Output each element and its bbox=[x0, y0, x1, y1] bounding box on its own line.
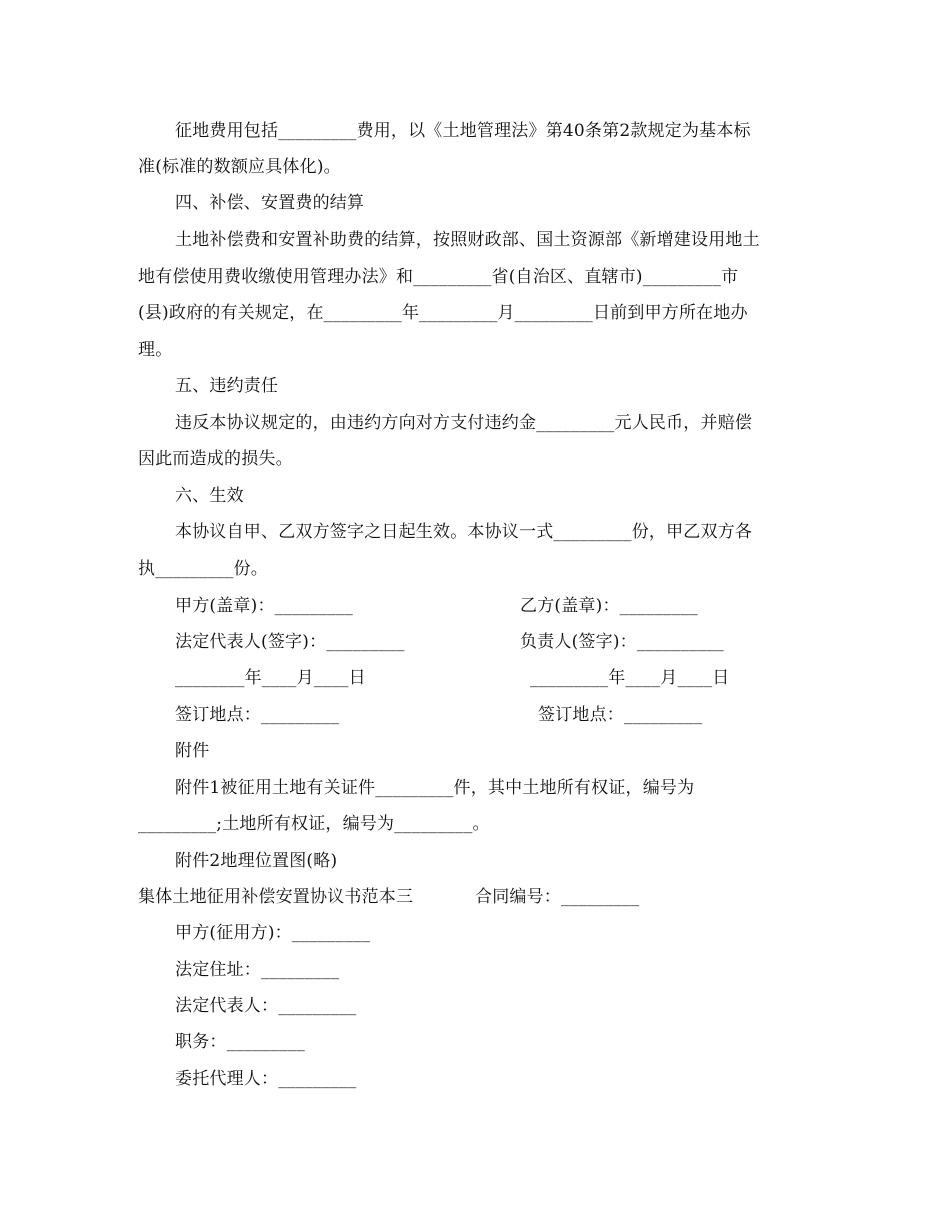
section6-heading: 六、生效 bbox=[175, 486, 244, 506]
p2-line3: (县)政府的有关规定，在_________年_________月_________日前到甲方所在地办 bbox=[138, 303, 748, 323]
p2-line4: 理。 bbox=[138, 340, 173, 360]
authorized-agent: 委托代理人：_________ bbox=[175, 1069, 357, 1089]
p4-line2: 执_________份。 bbox=[138, 559, 268, 579]
p3-line1: 违反本协议规定的，由违约方向对方支付违约金_________元人民币，并赔偿 bbox=[175, 413, 753, 433]
sample3-title: 集体土地征用补偿安置协议书范本三 bbox=[138, 887, 414, 907]
attachment2: 附件2地理位置图(略) bbox=[175, 851, 338, 871]
legal-representative: 法定代表人：_________ bbox=[175, 996, 357, 1016]
contract-number: 合同编号：_________ bbox=[475, 887, 640, 907]
p2-line1: 土地补偿费和安置补助费的结算，按照财政部、国土资源部《新增建设用地土 bbox=[175, 230, 760, 250]
attachments-heading: 附件 bbox=[175, 741, 210, 761]
date-b: _________年____月____日 bbox=[530, 668, 730, 688]
party-a-seal: 甲方(盖章)：_________ bbox=[175, 596, 353, 616]
legal-rep-signature: 法定代表人(签字)：_________ bbox=[175, 632, 405, 652]
party-b-seal: 乙方(盖章)：_________ bbox=[520, 596, 698, 616]
p3-line2: 因此而造成的损失。 bbox=[138, 449, 293, 469]
responsible-signature: 负责人(签字)：__________ bbox=[520, 632, 724, 652]
attachment1-line2: _________;土地所有权证，编号为_________。 bbox=[138, 814, 490, 834]
p2-line2: 地有偿使用费收缴使用管理办法》和_________省(自治区、直辖市)_________市 bbox=[138, 267, 739, 287]
signing-place-a: 签订地点：_________ bbox=[175, 705, 340, 725]
section4-heading: 四、补偿、安置费的结算 bbox=[175, 193, 365, 213]
position: 职务：_________ bbox=[175, 1032, 305, 1052]
section5-heading: 五、违约责任 bbox=[175, 376, 279, 396]
date-a: ________年____月____日 bbox=[175, 668, 366, 688]
attachment1-line1: 附件1被征用土地有关证件_________件，其中土地所有权证，编号为 bbox=[175, 778, 695, 798]
legal-address: 法定住址：_________ bbox=[175, 960, 340, 980]
p1-line2: 准(标准的数额应具体化)。 bbox=[138, 157, 341, 177]
party-a-requisitioner: 甲方(征用方)：_________ bbox=[175, 923, 371, 943]
p1-line1: 征地费用包括_________费用，以《土地管理法》第40条第2款规定为基本标 bbox=[175, 121, 751, 141]
p4-line1: 本协议自甲、乙双方签字之日起生效。本协议一式_________份，甲乙双方各 bbox=[175, 522, 753, 542]
signing-place-b: 签订地点：_________ bbox=[538, 705, 703, 725]
